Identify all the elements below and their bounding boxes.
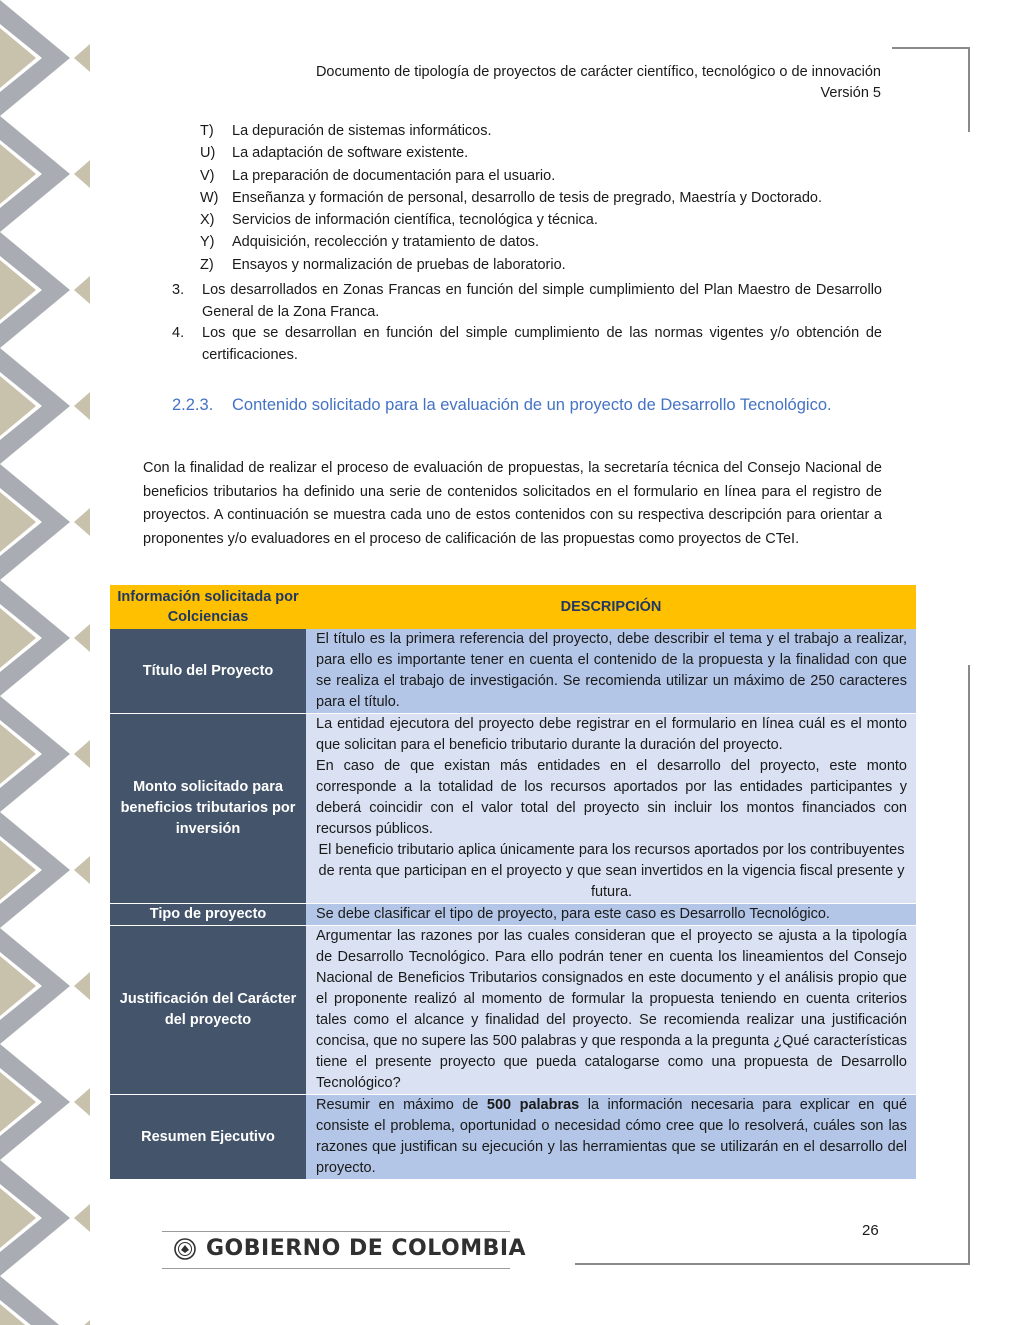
table-row [110, 904, 916, 926]
chevron-edge [74, 972, 90, 1000]
list-item [200, 120, 890, 142]
row-description [306, 629, 916, 714]
table-row [110, 926, 916, 1095]
list-item-text: Servicios de información científica, tecnológica y técnica. [232, 212, 598, 229]
row-description [306, 926, 916, 1095]
list-item [200, 142, 890, 164]
list-item [200, 254, 890, 276]
footer-rule-bottom [162, 1268, 510, 1269]
chevron-edge [74, 1204, 90, 1232]
frame-edge-bottom-right [968, 665, 970, 1265]
list-item-text: Los desarrollados en Zonas Francas en función del simple cumplimiento del Plan Maestro de Desarrollo General de la Zona Franca. [202, 282, 882, 320]
description-text-bold: 500 palabras [486, 1097, 580, 1113]
page-number: 26 [862, 1222, 879, 1239]
list-marker: W) [200, 189, 219, 206]
frame-corner-top-right [892, 47, 970, 49]
list-marker: Y) [200, 234, 215, 251]
description-text: La entidad ejecutora del proyecto debe registrar en el formulario en línea cuál es el monto que solicitan para el beneficio tributario durante la duración del proyecto. [316, 716, 907, 753]
list-marker: V) [200, 167, 215, 184]
chevron-edge [74, 624, 90, 652]
frame-edge-top-right [968, 47, 970, 132]
description-text: Argumentar las razones por las cuales consideran que el proyecto se ajusta a la tipología de Desarrollo Tecnológico. Para ello podrán tener en cuenta los lineamientos del Consejo Nacional de Beneficios Tributarios consignados en este documento y el análisis propio que el proponente realizó al momento de formular la propuesta teniendo en cuenta criterios tales como el alcance y finalidad del proyecto. Se recomienda realizar una justificación concisa, que no supere las 500 palabras y que responda a la pregunta ¿Qué características tiene el presente proyecto que pueda catalogarse como una propuesta de Desarrollo Tecnológico? [316, 928, 907, 1091]
row-label: Tipo de proyecto [110, 904, 306, 926]
row-description [306, 1095, 916, 1180]
list-item [172, 280, 882, 323]
list-marker: Z) [200, 256, 214, 273]
frame-corner-bottom-right [575, 1263, 970, 1265]
row-label: Resumen Ejecutivo [110, 1095, 306, 1180]
list-item-text: Adquisición, recolección y tratamiento de datos. [232, 234, 540, 251]
chevron-edge [74, 276, 90, 304]
list-item-text: La depuración de sistemas informáticos. [232, 123, 492, 139]
chevron-edge [74, 508, 90, 536]
list-item-text: Ensayos y normalización de pruebas de laboratorio. [232, 256, 566, 273]
numbered-list [172, 280, 882, 366]
header-title: Documento de tipología de proyectos de carácter científico, tecnológico o de innovación [315, 64, 881, 80]
alpha-list [200, 120, 890, 276]
list-item [200, 187, 890, 209]
chevron-edge [74, 740, 90, 768]
description-text: Se debe clasificar el tipo de proyecto, para este caso es Desarrollo Tecnológico. [316, 906, 830, 922]
list-item [200, 165, 890, 187]
list-item [172, 323, 882, 366]
chevron-edge [74, 44, 90, 72]
description-text [316, 1095, 907, 1179]
list-item-text: Los que se desarrollan en función del simple cumplimiento de las normas vigentes y/o obtención de certificaciones. [202, 325, 882, 363]
table-header-row [110, 585, 916, 629]
row-description [306, 904, 916, 926]
table-row [110, 714, 916, 904]
list-marker: U) [200, 145, 216, 162]
list-item-text: La adaptación de software existente. [232, 145, 469, 162]
decorative-chevron-band [0, 0, 90, 1325]
row-label: Monto solicitado para beneficios tributarios por inversión [110, 714, 306, 904]
requirements-table [110, 585, 916, 1180]
footer-rule-top [162, 1231, 510, 1232]
chevron-edge [74, 160, 90, 188]
header-version: Versión 5 [820, 85, 881, 101]
section-heading [172, 396, 832, 415]
table-row [110, 1095, 916, 1180]
footer-logo [174, 1236, 526, 1261]
list-marker: 3. [172, 282, 185, 298]
description-text: El título es la primera referencia del proyecto, debe describir el tema y el trabajo a realizar, para ello es importante tener en cuenta el contenido de la propuesta y la finalidad con que se realiza el trabajo de investigación. Se recomienda utilizar un máximo de 250 caracteres para el título. [316, 631, 907, 710]
section-title: Contenido solicitado para la evaluación de un proyecto de Desarrollo Tecnológico. [232, 396, 832, 414]
list-item-text: La preparación de documentación para el usuario. [232, 167, 556, 184]
description-text: El beneficio tributario aplica únicamente para los recursos aportados por los contribuyentes de renta que participan en el proyecto y que sean invertidos en la vigencia fiscal presente y futura. [318, 842, 905, 900]
table-row [110, 629, 916, 714]
chevron-edge [74, 1088, 90, 1116]
row-description [306, 714, 916, 904]
chevron-edge [74, 856, 90, 884]
row-label: Título del Proyecto [110, 629, 306, 714]
list-item [200, 209, 890, 231]
chevron-edge [74, 392, 90, 420]
chevron-edge [74, 1320, 90, 1325]
list-marker: T) [200, 123, 214, 139]
intro-paragraph: Con la finalidad de realizar el proceso de evaluación de propuestas, la secretaría técnica del Consejo Nacional de beneficios tributarios ha definido una serie de contenidos solicitados en el formulario en línea para el registro de proyectos. A continuación se muestra cada uno de estos contenidos con su respectiva descripción para orientar a proponentes y/o evaluadores en el proceso de calificación de las propuestas como proyectos de CTeI. [143, 460, 882, 547]
description-text-part: Resumir en máximo de [316, 1097, 479, 1113]
list-item-text: Enseñanza y formación de personal, desarrollo de tesis de pregrado, Maestría y Doctorado. [232, 189, 822, 206]
list-item [200, 231, 890, 253]
gobierno-logo-text: GOBIERNO DE COLOMBIA [206, 1236, 527, 1261]
document-header [316, 62, 881, 104]
colombia-seal-icon [174, 1238, 196, 1260]
header-col-info: Información solicitada por Colciencias [110, 585, 306, 629]
list-marker: X) [200, 212, 215, 229]
list-marker: 4. [172, 325, 185, 341]
header-col-description: DESCRIPCIÓN [306, 585, 916, 629]
section-number: 2.2.3. [172, 396, 214, 414]
description-text: En caso de que existan más entidades en el desarrollo del proyecto, este monto corresponde a la totalidad de los recursos aportados por las entidades participantes y deberá coincidir con el valor total del proyecto sin incluir los montos financiados con recursos públicos. [316, 758, 907, 837]
description-text-part: la información necesaria para explicar en qué consiste el problema, oportunidad o necesidad cómo cree que lo resolverá, cuáles son las razones que justifican su ejecución y las herramientas que se utilizarán en el desarrollo del proyecto. [316, 1097, 908, 1176]
row-label: Justificación del Carácter del proyecto [110, 926, 306, 1095]
